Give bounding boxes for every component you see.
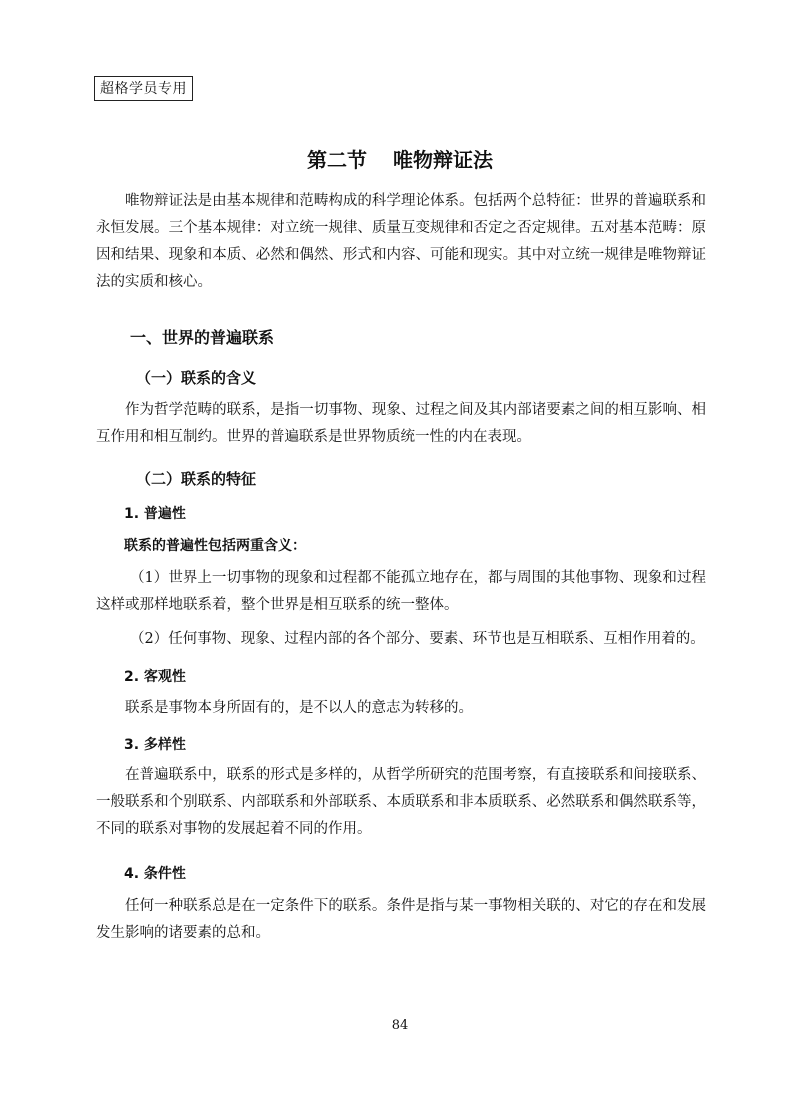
universality-point-1: （1）世界上一切事物的现象和过程都不能孤立地存在，都与周围的其他事物、现象和过程这样或那样地联系着，整个世界是相互联系的统一整体。 [96,570,706,613]
intro-paragraph: 唯物辩证法是由基本规律和范畴构成的科学理论体系。包括两个总特征：世界的普遍联系和永恒发展。三个基本规律：对立统一规律、质量互变规律和否定之否定规律。五对基本范畴：原因和结果、现象和本质、必然和偶然、形式和内容、可能和现实。其中对立统一规律是唯物辩证法的实质和核心。 [96,193,706,290]
heading-connection-meaning: （一）联系的含义 [136,369,257,387]
paragraph-conditionality: 任何一种联系总是在一定条件下的联系。条件是指与某一事物相关联的、对它的存在和发展发生影响的诸要素的总和。 [96,898,706,941]
paragraph-connection-meaning: 作为哲学范畴的联系，是指一切事物、现象、过程之间及其内部诸要素之间的相互影响、相互作用和相互制约。世界的普遍联系是世界物质统一性的内在表现。 [96,402,706,445]
watermark-stamp: 超格学员专用 [94,76,193,101]
heading-objectivity: 2. 客观性 [124,669,186,685]
paragraph-diversity: 在普遍联系中，联系的形式是多样的，从哲学所研究的范围考察，有直接联系和间接联系、一般联系和个别联系、内部联系和外部联系、本质联系和非本质联系、必然联系和偶然联系等，不同的联系对事物的发展起着不同的作用。 [96,767,706,837]
heading-universality: 1. 普遍性 [124,506,186,522]
heading-world-connection: 一、世界的普遍联系 [130,328,275,347]
heading-connection-features: （二）联系的特征 [136,470,257,488]
section-number: 第二节 [307,148,367,172]
heading-diversity: 3. 多样性 [124,737,186,753]
section-title [0,145,800,175]
universality-point-2: （2）任何事物、现象、过程内部的各个部分、要素、环节也是互相联系、互相作用着的。 [130,631,705,647]
paragraph-objectivity: 联系是事物本身所固有的，是不以人的意志为转移的。 [125,700,473,716]
heading-conditionality: 4. 条件性 [124,866,186,882]
universality-lead: 联系的普遍性包括两重含义： [124,538,306,554]
section-name: 唯物辩证法 [393,148,493,172]
page-number: 84 [391,1018,409,1033]
